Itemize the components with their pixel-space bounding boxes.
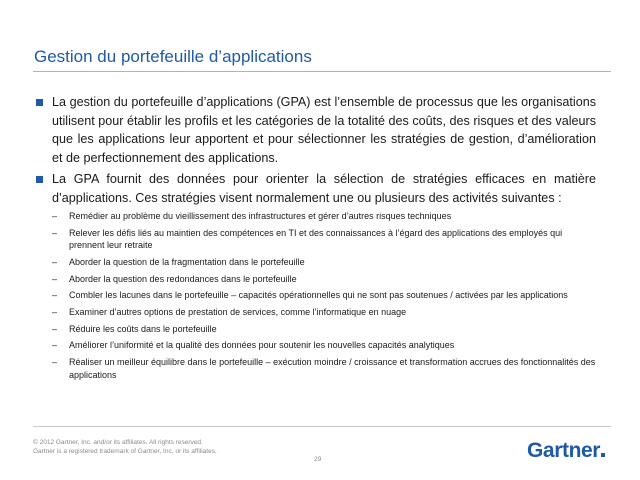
sub-list-item <box>52 289 596 302</box>
sub-item-text: Examiner d’autres options de prestation de services, comme l’informatique en nuage <box>69 306 407 317</box>
bullet-text: La GPA fournit des données pour orienter la sélection de stratégies efficaces en matière d’applications. Ces stratégies visent normalement une ou plusieurs des activités suivantes : <box>52 172 596 205</box>
gartner-logo <box>527 439 605 463</box>
dash-marker: – <box>52 273 58 284</box>
dash-marker: – <box>52 211 58 221</box>
sub-item-text: Remédier au problème du vieillissement des infrastructures et gérer d’autres risques techniques <box>69 211 452 221</box>
sub-list-item <box>52 356 596 381</box>
copyright-line: © 2012 Gartner, Inc. and/or its affiliates. All rights reserved. <box>33 439 203 446</box>
title-divider <box>33 71 611 72</box>
dash-marker: – <box>52 306 58 317</box>
sub-list-item <box>52 339 596 352</box>
sub-item-text: Améliorer l’uniformité et la qualité des données pour soutenir les nouvelles capacités analytiques <box>69 340 455 351</box>
logo-dot-icon <box>601 453 605 457</box>
sub-list-item <box>52 256 596 269</box>
sub-item-text: Combler les lacunes dans le portefeuille – capacités opérationnelles qui ne sont pas soutenues / activées par les applications <box>69 290 568 301</box>
dash-marker: – <box>52 290 58 301</box>
dash-marker: – <box>52 256 58 267</box>
sub-list <box>52 210 596 381</box>
dash-marker: – <box>52 357 58 367</box>
bullet-item <box>36 170 596 207</box>
sub-item-text: Aborder la question des redondances dans le portefeuille <box>69 273 297 284</box>
logo-text: Gartner <box>527 439 601 462</box>
sub-list-item <box>52 306 596 319</box>
dash-marker: – <box>52 323 58 334</box>
copyright-notice <box>33 438 217 456</box>
trademark-line: Gartner is a registered trademark of Gartner, Inc. or its affiliates. <box>33 448 217 455</box>
square-bullet-icon <box>36 176 43 183</box>
sub-item-text: Aborder la question de la fragmentation dans le portefeuille <box>69 256 305 267</box>
footer-divider <box>33 426 611 427</box>
bullet-item <box>36 93 596 167</box>
sub-list-item <box>52 273 596 286</box>
sub-item-text: Relever les défis liés au maintien des compétences en TI et des connaissances à l’égard des applications des employés qui prennent leur retraite <box>69 227 563 251</box>
page-number: 29 <box>314 456 322 463</box>
slide-title: Gestion du portefeuille d’applications <box>34 47 312 66</box>
sub-list-item <box>52 323 596 336</box>
dash-marker: – <box>52 227 58 238</box>
sub-list-item <box>52 227 596 252</box>
slide-body <box>36 93 596 385</box>
sub-item-text: Réaliser un meilleur équilibre dans le portefeuille – exécution moindre / croissance et transformation accrues des fonctionnalités des applications <box>69 357 596 380</box>
sub-list-item <box>52 210 596 223</box>
bullet-text: La gestion du portefeuille d’applications (GPA) est l’ensemble de processus que les organisations utilisent pour établir les profils et les catégories de la totalité des coûts, des risques et des valeurs que les applications leur apportent et pour sélectionner les stratégies de gestion, d’amélioration et de perfectionnement des applications. <box>52 95 596 165</box>
dash-marker: – <box>52 340 58 351</box>
sub-item-text: Réduire les coûts dans le portefeuille <box>69 323 217 334</box>
square-bullet-icon <box>36 99 43 106</box>
